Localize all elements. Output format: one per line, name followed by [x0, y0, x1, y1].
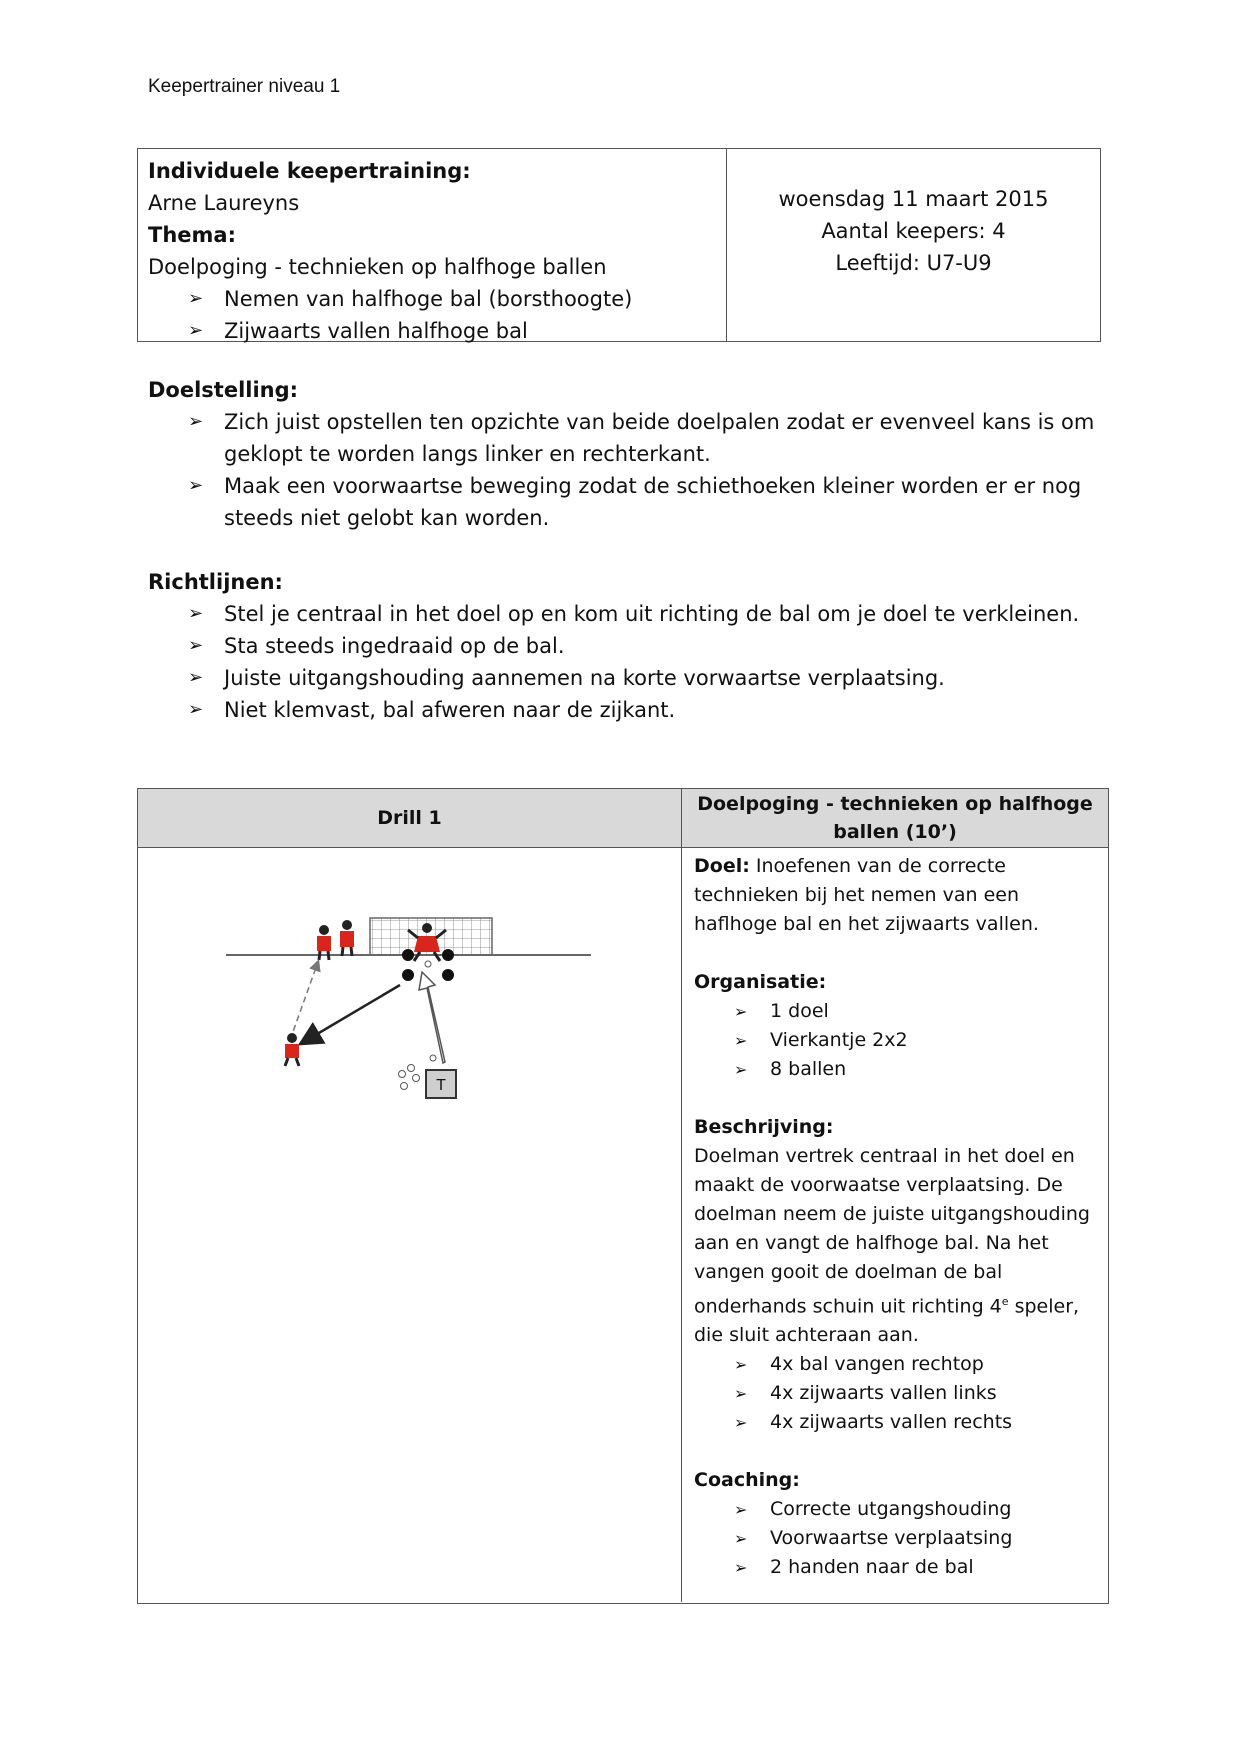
shot-arrow — [419, 972, 445, 1063]
beschrijving-list — [694, 1350, 1096, 1437]
run-path-dashed — [290, 962, 318, 1040]
beschrijving-text: Doelman vertrek centraal in het doel en maakt de voorwaatse verplaatsing. De doelman neem de juiste uitgangshouding aan en vangt de halfhoge bal. Na het vangen gooit de doelman de bal onderhands schuin uit richting 4 — [694, 1145, 1090, 1318]
ball-icon — [413, 1075, 420, 1082]
richtlijnen-list — [148, 598, 1108, 726]
list-item: ➢ Sta steeds ingedraaid op de bal. — [224, 630, 1108, 662]
training-label: Individuele keepertraining: — [148, 159, 471, 183]
trainer-marker-label: T — [436, 1077, 446, 1094]
ball-icon — [408, 1065, 415, 1072]
training-date: woensdag 11 maart 2015 — [778, 187, 1049, 211]
drill-diagram-cell — [138, 848, 682, 1602]
info-left-cell — [138, 149, 727, 341]
drill-header-row — [138, 789, 1108, 848]
cone-marker — [442, 949, 454, 961]
theme-label: Thema: — [148, 223, 236, 247]
trainer-name: Arne Laureyns — [148, 191, 300, 215]
section-title: Doelstelling: — [148, 378, 299, 402]
list-item: ➢ Vierkantje 2x2 — [770, 1026, 1096, 1055]
ball-icon — [430, 1055, 436, 1061]
front-player-figure — [285, 1033, 299, 1066]
list-item: ➢ 4x zijwaarts vallen rechts — [770, 1408, 1096, 1437]
doel-text: Inoefenen van de correcte technieken bij het nemen van een haflhoge bal en het zijwaarts vallen. — [694, 855, 1039, 935]
list-item: ➢ Nemen van halfhoge bal (borsthoogte) — [224, 283, 716, 315]
section-title: Richtlijnen: — [148, 570, 283, 594]
list-item: ➢ Maak een voorwaartse beweging zodat de schiethoeken kleiner worden er er nog steeds niet gelobt kan worden. — [224, 470, 1108, 534]
theme-text: Doelpoging - technieken op halfhoge ballen — [148, 255, 607, 279]
cone-marker — [442, 969, 454, 981]
list-item: ➢ Correcte utgangshouding — [770, 1495, 1096, 1524]
info-right-cell — [727, 149, 1100, 341]
cone-marker — [402, 949, 414, 961]
drill-body-row — [138, 848, 1108, 1602]
list-item: ➢ Voorwaartse verplaatsing — [770, 1524, 1096, 1553]
drill-table — [137, 788, 1109, 1604]
theme-list — [148, 283, 716, 347]
organisatie-list — [694, 997, 1096, 1084]
info-table — [137, 148, 1101, 342]
ball-icon — [401, 1083, 408, 1090]
list-item: ➢ Zijwaarts vallen halfhoge bal — [224, 315, 716, 347]
drill-name: Drill 1 — [138, 789, 682, 847]
doel-paragraph — [694, 852, 1096, 939]
list-item: ➢ Stel je centraal in het doel op en kom uit richting de bal om je doel te verkleinen. — [224, 598, 1108, 630]
beschrijving-paragraph — [694, 1142, 1096, 1350]
age-group: Leeftijd: U7-U9 — [835, 251, 992, 275]
list-item: ➢ 1 doel — [770, 997, 1096, 1026]
list-item: ➢ 4x bal vangen rechtop — [770, 1350, 1096, 1379]
list-item: ➢ 8 ballen — [770, 1055, 1096, 1084]
list-item: ➢ Zich juist opstellen ten opzichte van beide doelpalen zodat er evenveel kans is om geklopt te worden langs linker en rechterkant. — [224, 406, 1108, 470]
waiting-player-figure — [340, 920, 354, 956]
coaching-label: Coaching: — [694, 1469, 800, 1492]
beschrijving-end: speler, die sluit achteraan aan. — [694, 1295, 1080, 1347]
throw-arrow — [302, 985, 400, 1043]
drill-diagram — [138, 848, 681, 1602]
drill-description-cell — [682, 848, 1108, 1602]
doelstelling-section — [148, 374, 1108, 534]
drill-title: Doelpoging - technieken op halfhoge ballen (10’) — [697, 793, 1093, 843]
list-item: ➢ Niet klemvast, bal afweren naar de zijkant. — [224, 694, 1108, 726]
ball-icon — [425, 961, 431, 967]
keeper-count: Aantal keepers: 4 — [821, 219, 1006, 243]
richtlijnen-section — [148, 566, 1108, 726]
doelstelling-list — [148, 406, 1108, 534]
list-item: ➢ Juiste uitgangshouding aannemen na korte vorwaartse verplaatsing. — [224, 662, 1108, 694]
page-header: Keepertrainer niveau 1 — [148, 76, 341, 97]
list-item: ➢ 4x zijwaarts vallen links — [770, 1379, 1096, 1408]
organisatie-label: Organisatie: — [694, 971, 827, 993]
doel-label: Doel: — [694, 855, 750, 877]
ball-icon — [399, 1071, 406, 1078]
coaching-list — [694, 1495, 1096, 1582]
beschrijving-sup: e — [1001, 1295, 1009, 1308]
list-item: ➢ 2 handen naar de bal — [770, 1553, 1096, 1582]
beschrijving-label: Beschrijving: — [694, 1116, 834, 1138]
cone-marker — [402, 969, 414, 981]
